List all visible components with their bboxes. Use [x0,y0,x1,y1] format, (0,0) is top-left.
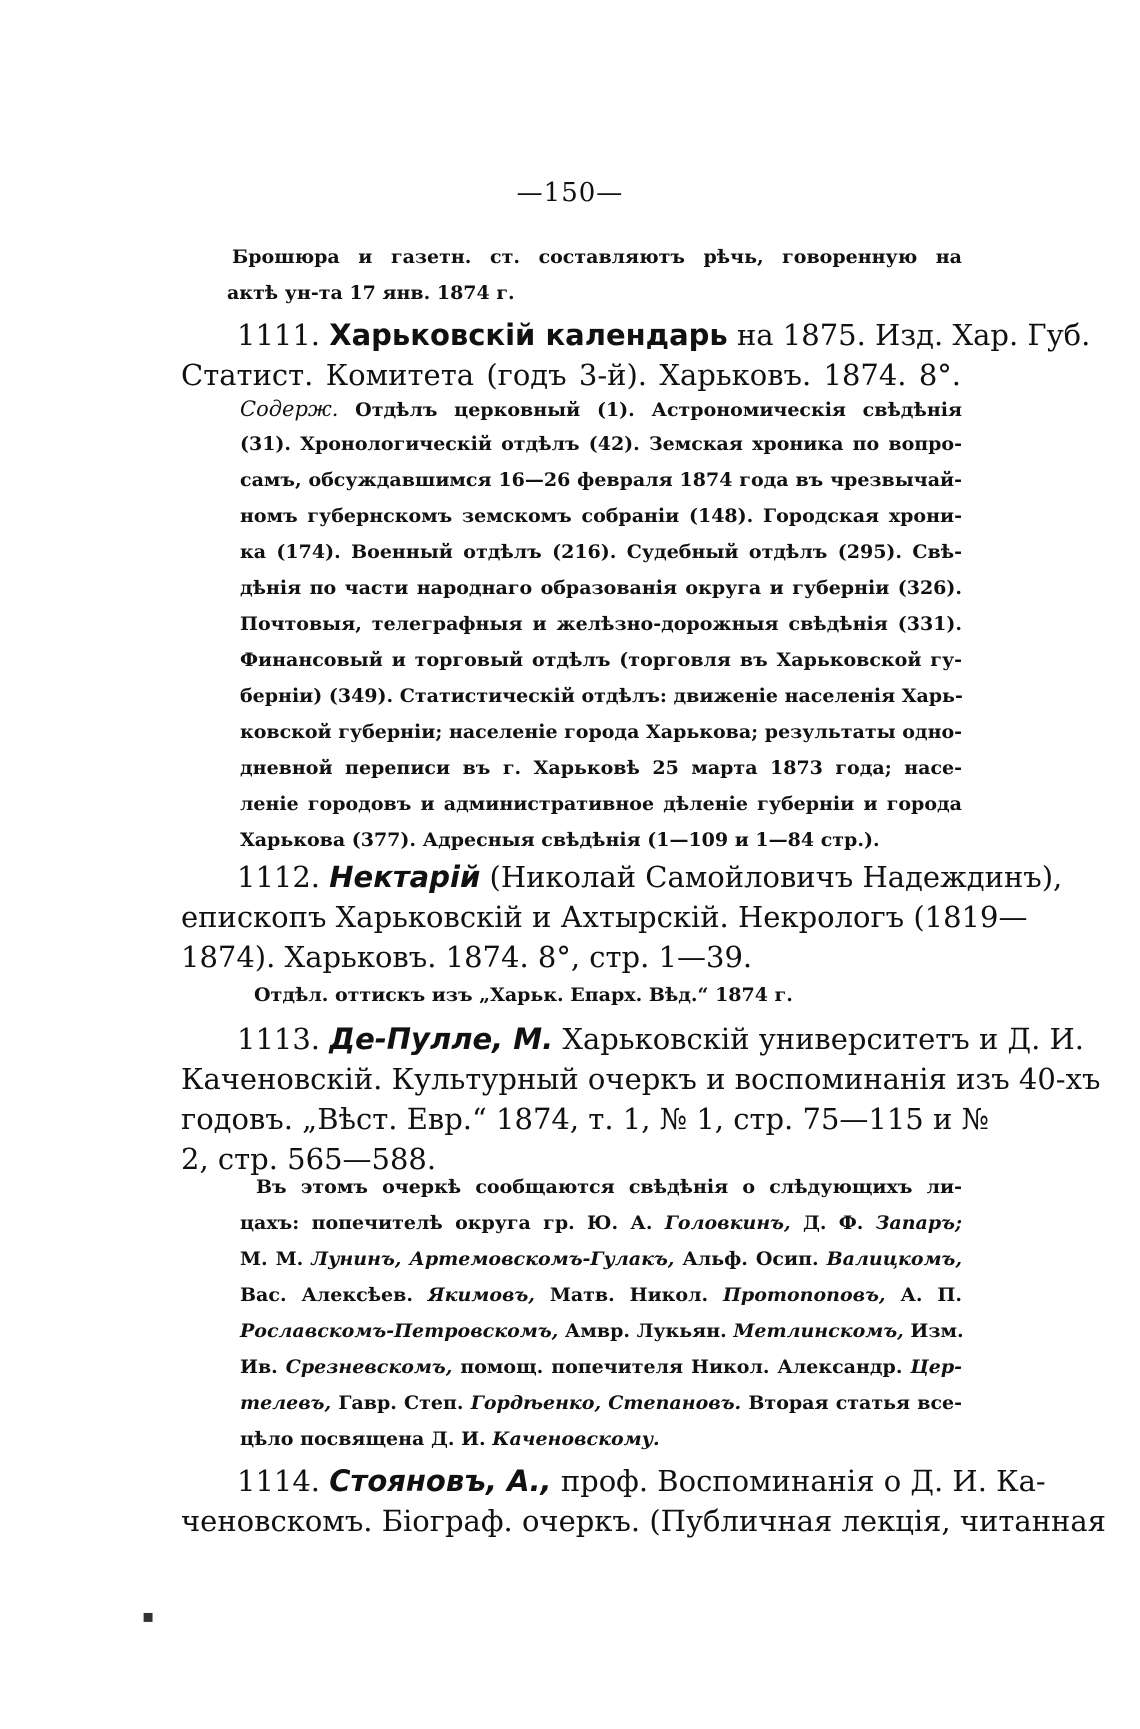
entry-title: Харьковскій календарь [329,318,728,352]
entry-line-rest: на 1875. Изд. Хар. Губ. [736,318,1091,352]
content-line: берніи) (349). Статистическій отдѣлъ: движеніе населенія Харь- [240,685,963,707]
content-line: дѣнія по части народнаго образованія округа и губерніи (326). [240,577,962,599]
content-line: (31). Хронологическій отдѣлъ (42). Земская хроника по вопро- [240,433,962,455]
content-label: Содерж. [240,397,339,421]
note-line: телевъ, Гавр. Степ. Гордѣенко, Степановъ. Вторая статья все- [240,1392,962,1414]
entry-line-rest: (Николай Самойловичъ Надеждинъ), [489,860,1063,894]
entry-1114-line-2: ченовскомъ. Біограф. очеркъ. (Публичная лекція, читанная [181,1504,1106,1538]
person-name: Срезневскомъ, [285,1356,453,1378]
note-line: Вас. Алексѣев. Якимовъ, Матв. Никол. Протопоповъ, А. П. [240,1284,962,1306]
entry-number: 1112. [237,860,321,894]
person-name: Головкинъ, [664,1212,791,1234]
person-name: Метлинскомъ, [733,1320,904,1342]
content-line: Харькова (377). Адресныя свѣдѣнія (1—109 и 1—84 стр.). [240,829,880,851]
entry-1111-line-1 [237,318,1091,352]
content-line: дневной переписи въ г. Харьковѣ 25 марта 1873 года; насе- [240,757,962,779]
person-name: Гордѣенко, [470,1392,602,1414]
person-name: Артемовскомъ-Гулакъ, [409,1248,675,1270]
entry-1112-line-1 [237,860,1063,894]
entry-number: 1113. [237,1022,321,1056]
person-name: телевъ, [240,1392,332,1414]
entry-number: 1114. [237,1464,321,1498]
content-line: ковской губерніи; населеніе города Харькова; результаты одно- [240,721,963,743]
content-line: номъ губернскомъ земскомъ собраніи (148). Городская хрони- [240,505,962,527]
entry-author: Нектарій [329,860,481,894]
entry-line-rest: проф. Воспоминанія о Д. И. Ка- [560,1464,1046,1498]
entry-number: 1111. [237,318,321,352]
entry-1113-line-4: 2, стр. 565—588. [181,1142,437,1176]
person-name: Степановъ. [608,1392,742,1414]
person-name: Протопоповъ, [722,1284,886,1306]
person-name: Рославскомъ-Петровскомъ, [240,1320,559,1342]
note-line: цахъ: попечителѣ округа гр. Ю. А. Головкинъ, Д. Ф. Запаръ; [240,1212,962,1234]
person-name: Запаръ; [875,1212,962,1234]
entry-1113-line-3: годовъ. „Вѣст. Евр.“ 1874, т. 1, № 1, стр. 75—115 и № [181,1102,989,1136]
note-line: Ив. Срезневскомъ, помощ. попечителя Никол. Александр. Цер- [240,1356,963,1378]
entry-line-rest: Харьковскій университетъ и Д. И. [562,1022,1085,1056]
entry-author: Де-Пулле, М. [329,1022,554,1056]
content-line: ка (174). Военный отдѣлъ (216). Судебный отдѣлъ (295). Свѣ- [240,541,962,563]
note-line: цѣло посвящена Д. И. Каченовскому. [240,1428,660,1450]
entry-1113-line-2: Каченовскій. Культурный очеркъ и воспоминанія изъ 40-хъ [181,1062,1101,1096]
entry-1112-line-2: епископъ Харьковскій и Ахтырскій. Некрологъ (1819— [181,900,1028,934]
content-line: самъ, обсуждавшимся 16—26 февраля 1874 года въ чрезвычай- [240,469,962,491]
entry-1114-line-1 [237,1464,1046,1498]
entry-author: Стояновъ, А., [329,1464,552,1498]
note-line: Въ этомъ очеркѣ сообщаются свѣдѣнія о слѣдующихъ ли- [256,1176,962,1198]
content-line: Финансовый и торговый отдѣлъ (торговля въ Харьковской гу- [240,649,962,671]
page-number: —150— [516,178,624,208]
person-name: Якимовъ, [427,1284,535,1306]
intro-line: актѣ ун-та 17 янв. 1874 г. [227,282,515,304]
scan-mark: ▪ [142,1606,155,1627]
person-name: Каченовскому. [492,1428,660,1450]
entry-1111-line-2: Статист. Комитета (годъ 3-й). Харьковъ. 1874. 8°. [181,358,961,392]
person-name: Лунинъ, [311,1248,402,1270]
content-line: леніе городовъ и административное дѣленіе губерніи и города [240,793,962,815]
entry-1112-line-3: 1874). Харьковъ. 1874. 8°, стр. 1—39. [181,940,753,974]
note-line: Рославскомъ-Петровскомъ, Амвр. Лукьян. Метлинскомъ, Изм. [240,1320,964,1342]
note-line: Отдѣл. оттискъ изъ „Харьк. Епарх. Вѣд.“ 1874 г. [254,984,793,1006]
person-name: Валицкомъ, [826,1248,962,1270]
content-line: Почтовыя, телеграфныя и желѣзно-дорожныя свѣдѣнія (331). [240,613,962,635]
note-line: М. М. Лунинъ, Артемовскомъ-Гулакъ, Альф. Осип. Валицкомъ, [240,1248,962,1270]
intro-line: Брошюра и газетн. ст. составляютъ рѣчь, говоренную на [232,246,962,268]
content-line: Содерж. Отдѣлъ церковный (1). Астрономическія свѣдѣнія [240,397,962,421]
entry-1113-line-1 [237,1022,1085,1056]
person-name: Цер- [910,1356,963,1378]
